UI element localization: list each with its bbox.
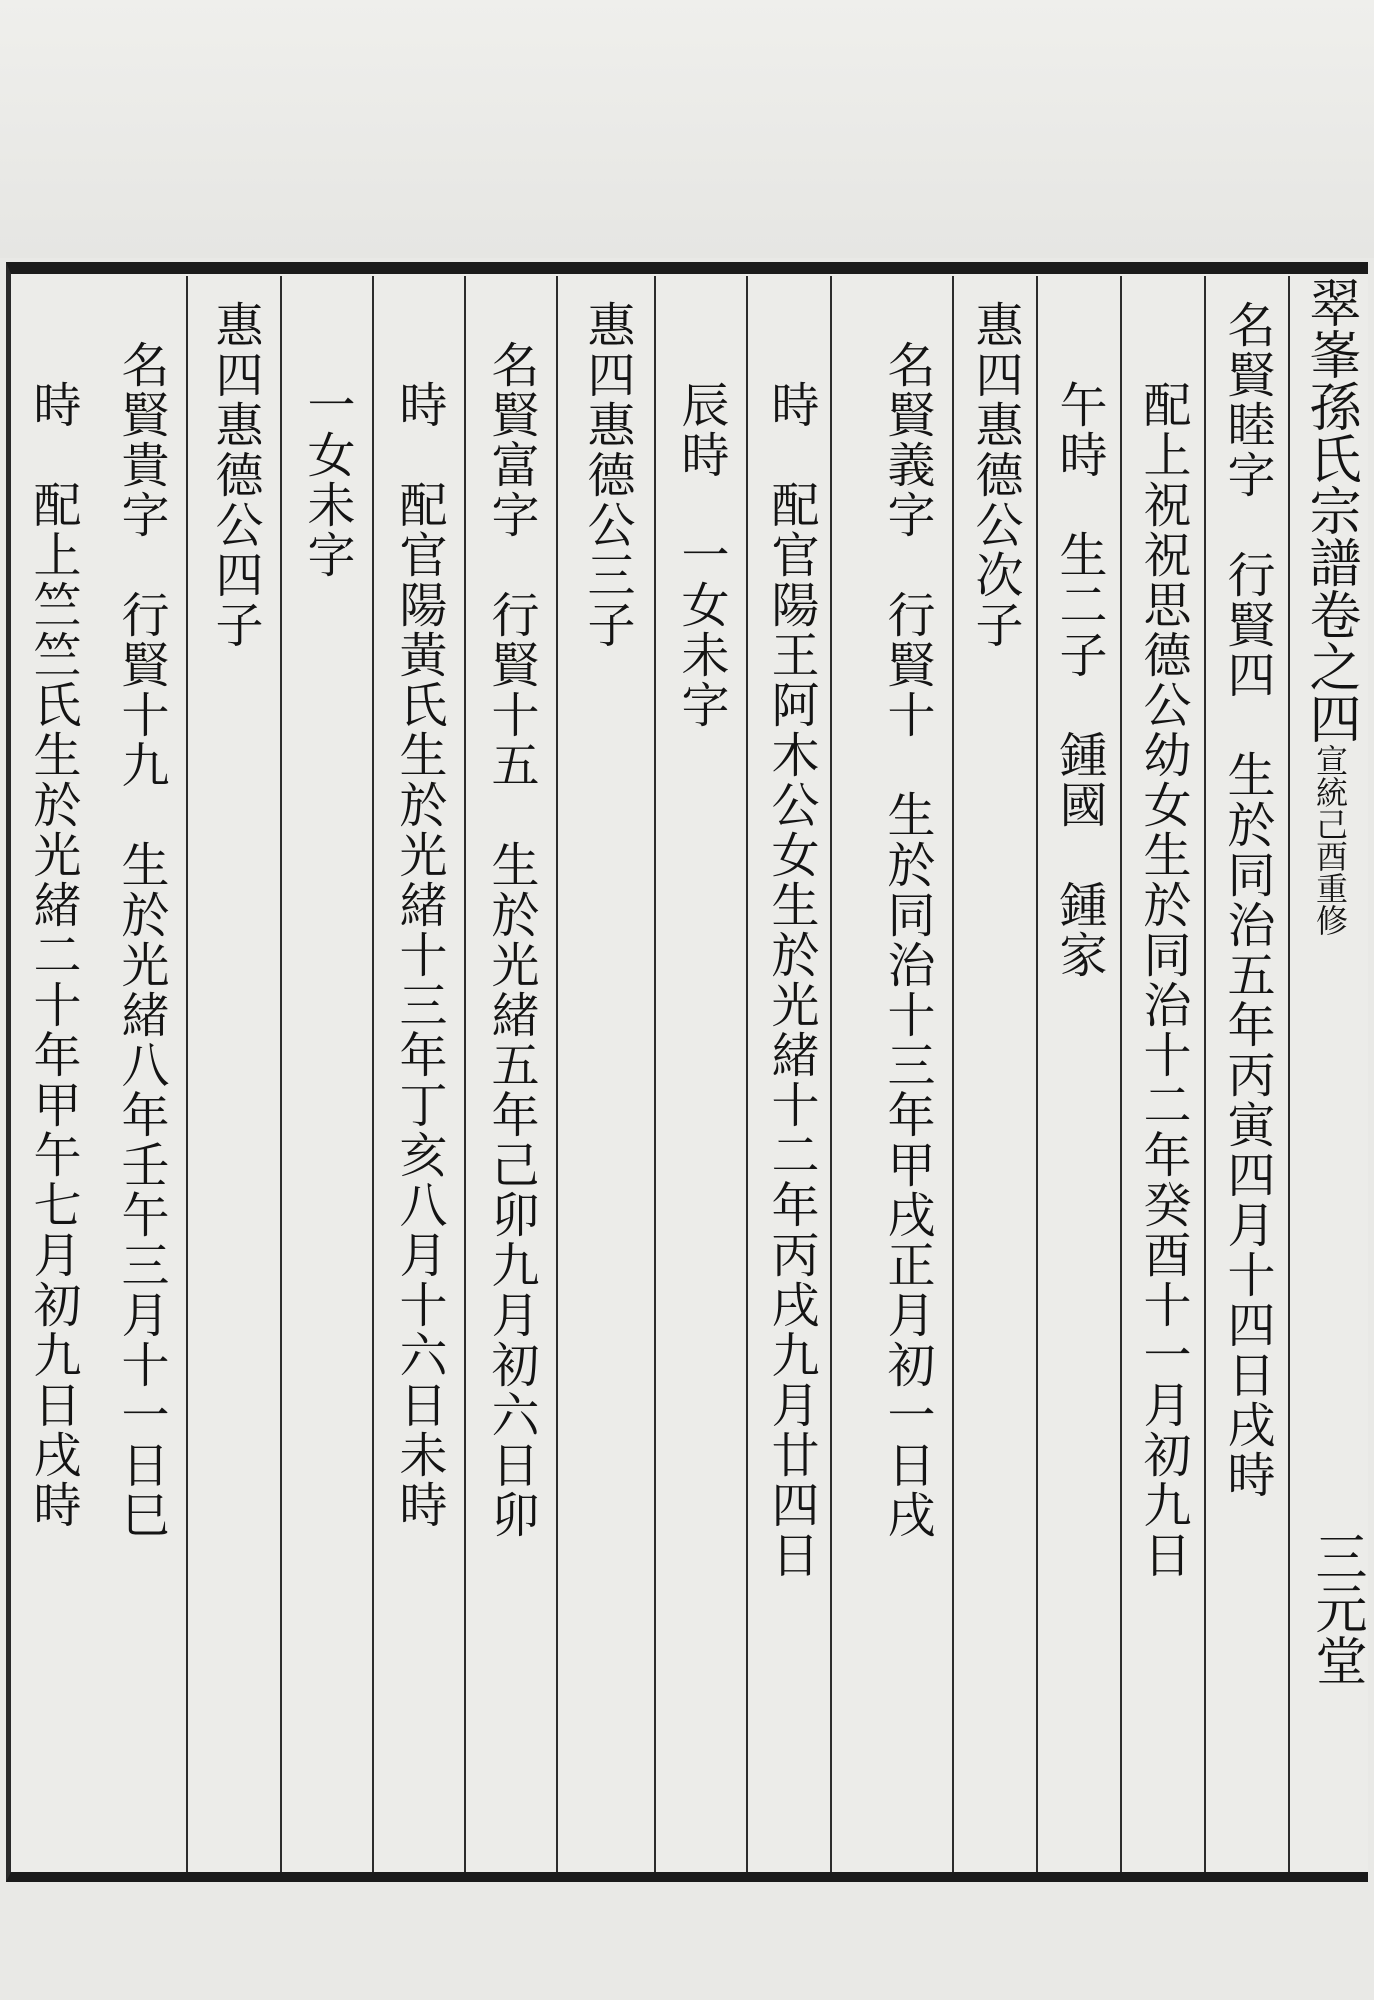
text-column-14: 時 配上竺竺氏生於光緒二十年甲午七月初九日戌時 — [25, 380, 81, 1530]
text-column-8: 惠四惠德公三子 — [579, 300, 635, 650]
text-column-4: 惠四惠德公次子 — [967, 300, 1023, 650]
blank-page-margin — [0, 0, 1374, 258]
text-column-1: 名賢睦字 行賢四 生於同治五年丙寅四月十四日戌時 — [1219, 300, 1275, 1500]
text-column-13: 名賢貴字 行賢十九 生於光緒八年壬午三月十一日巳 — [113, 340, 169, 1540]
column-rule — [186, 276, 188, 1872]
book-title: 翠峯孫氏宗譜 — [1300, 276, 1360, 588]
edition-note: 宣統己酉重修 — [1311, 744, 1349, 936]
column-rule — [464, 276, 466, 1872]
text-column-7: 辰時 一女未字 — [673, 380, 729, 730]
text-column-9: 名賢富字 行賢十五 生於光緒五年己卯九月初六日卯 — [483, 340, 539, 1540]
volume-number: 卷之四 — [1300, 588, 1360, 744]
column-rule — [372, 276, 374, 1872]
column-rule — [280, 276, 282, 1872]
text-column-11: 一女未字 — [299, 380, 355, 580]
text-column-10: 時 配官陽黃氏生於光緒十三年丁亥八月十六日未時 — [391, 380, 447, 1530]
text-column-2: 配上祝祝思德公幼女生於同治十二年癸酉十一月初九日 — [1135, 380, 1191, 1580]
column-rule — [746, 276, 748, 1872]
column-rule — [556, 276, 558, 1872]
text-column-12: 惠四惠德公四子 — [207, 300, 263, 650]
text-column-5: 名賢義字 行賢十 生於同治十三年甲戌正月初一日戌 — [879, 340, 935, 1540]
hall-name: 三元堂 — [1306, 1530, 1366, 1686]
text-column-6: 時 配官陽王阿木公女生於光緒十二年丙戌九月廿四日 — [763, 380, 819, 1580]
text-column-3: 午時 生二子 鍾國 鍾家 — [1051, 380, 1107, 980]
column-rule — [654, 276, 656, 1872]
